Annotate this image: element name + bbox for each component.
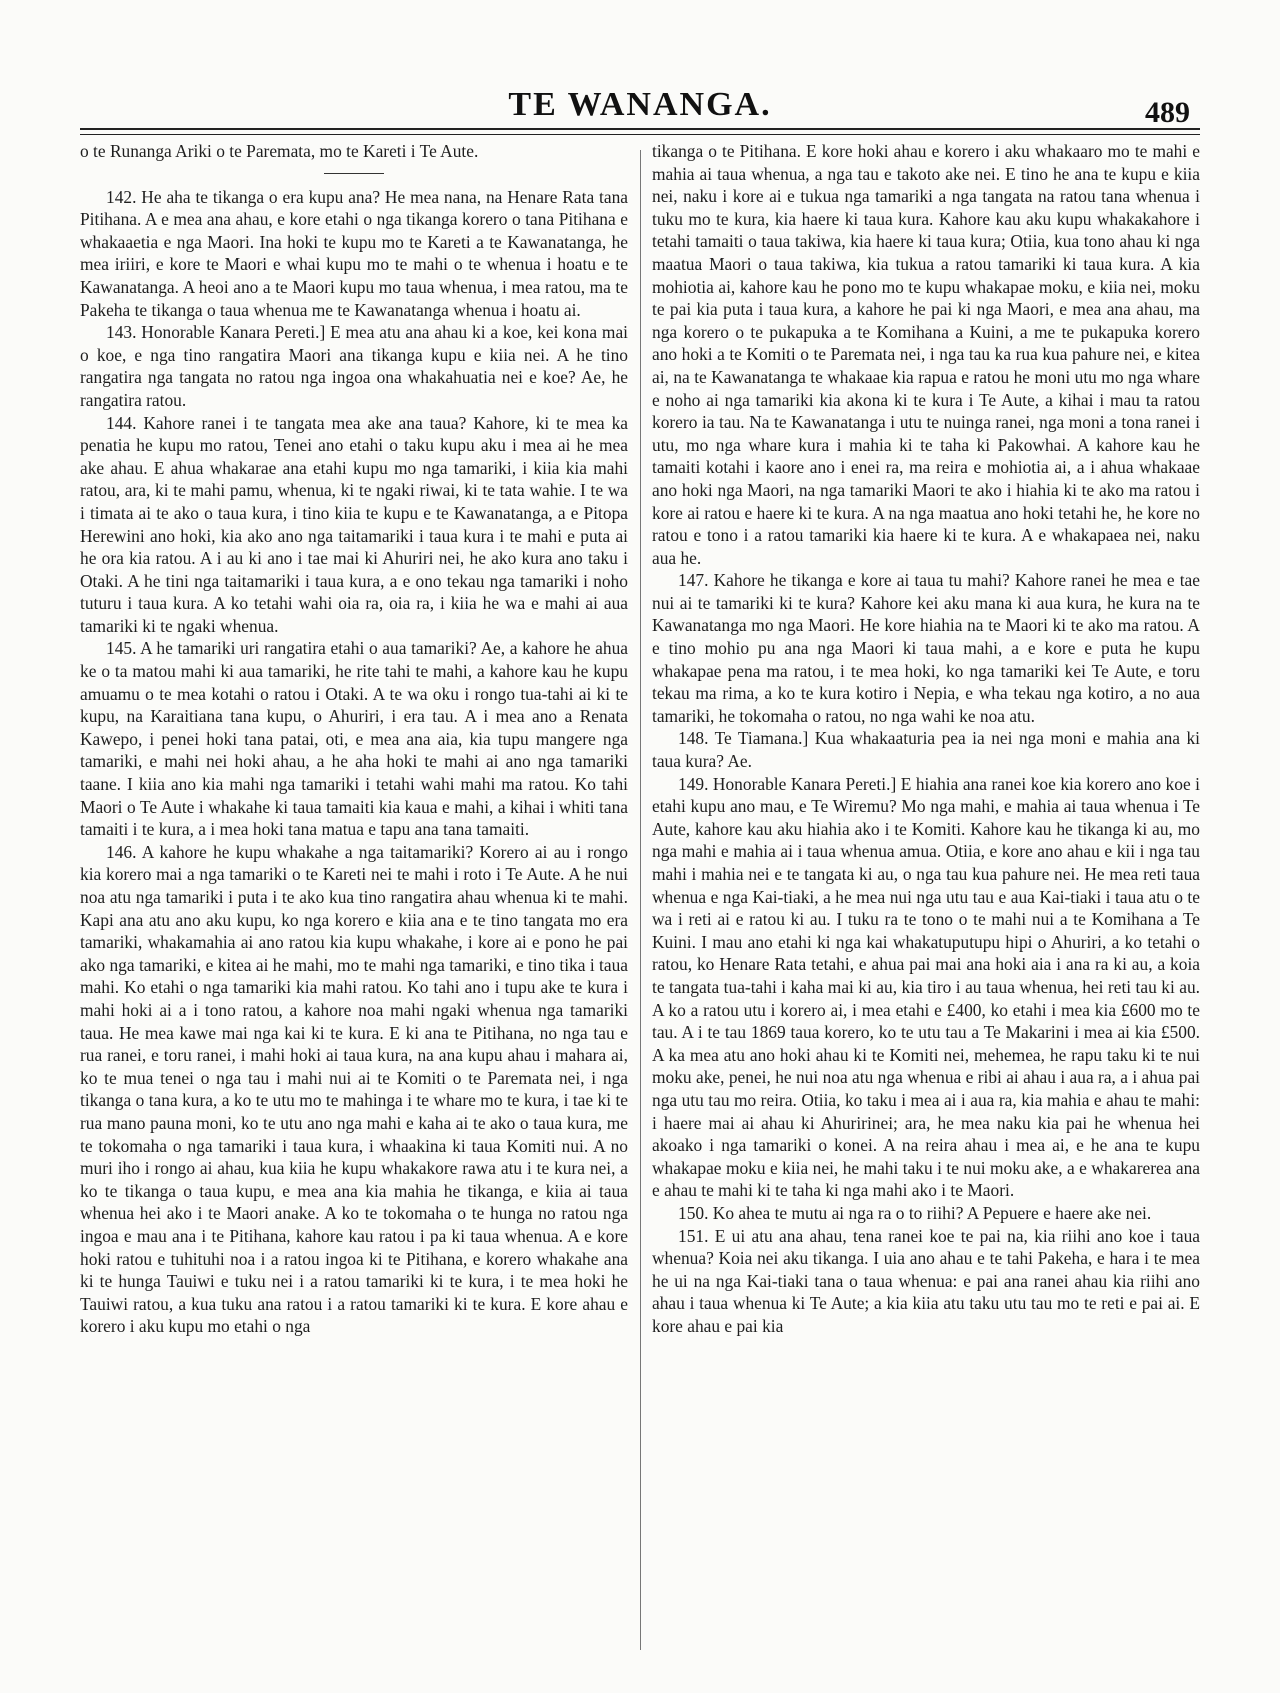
paragraph-150: 150. Ko ahea te mutu ai nga ra o to riihi? A Pepuere e haere ake nei.: [678, 1202, 1152, 1223]
column-divider: [640, 150, 641, 1650]
section-divider: [324, 173, 384, 174]
paragraph-142: 142. He aha te tikanga o era kupu ana? He mea nana, na Henare Rata tana Pitihana. A e mea ana ahau, e kore etahi o nga tikanga korero o tana Pitihana e whakaaetia e nga Maori. Ina hoki te kupu mo te Kareti a te Kawanatanga, he mea iriiri, e kore te Maori e whai kupu mo te mahi o te whenua i hoatu e te Kawanatanga. A heoi ano a te Maori kupu mo taua whenua, i mea ratou, ma te Pakeha te tikanga o taua whenua me te Kawanatanga whenua i hoatu ai.: [80, 186, 628, 320]
paragraph-149: 149. Honorable Kanara Pereti.] E hiahia ana ranei koe kia korero ano koe i etahi kupu ano mau, e Te Wiremu? Mo nga mahi, e mahia ai taua whenua i Te Aute, kahore kau aku hiahia ako i te Komiti. Kahore kau he tikanga ki au, mo nga mahi e mahia ai i taua whenua amua. Otiia, e kore ano ahau e kii i nga tau mahi i mahia nei e te tangata ki au, o nga tau kua pahure nei. He mea reti taua whenua e nga Kai-tiaki, a he mea nui nga utu tau e aua Kai-tiaki i taua atu o te wa i reti ai e ratou ki au. I tuku ra te tono o te mahi nui a te Komihana a Te Kuini. I mau ano etahi ki nga kai whakatuputupu hipi o Ahuriri, a ko tetahi o ratou, ko Henare Rata tetahi, e ahua pai mai ana hoki aia i ana ra ki au, a koia te tangata tua-tahi i kaha mai ki au, kia tiro i au taua whenua, hei reti tau ki au. A ko a ratou utu i korero ai, i mea etahi e £400, ko etahi i mea kia £600 mo te tau. A i te tau 1869 taua korero, ko te utu tau a Te Makarini i mea ai kia £500. A ka mea atu ano hoki ahau ki te Komiti nei, mehemea, he rapu taku ki te nui moku ake, penei, he nui noa atu nga whenua e ribi ai ahau i aua ra, a i ahua pai nga utu tau mo reira. Otiia, ko taku i mea ai i aua ra, kia mahia e ahau te mahi: i haere mai ai ahau ki Ahuririnei; ara, he mea naku kia pai he whenua hei akoako i nga tamariki o konei. A na reira ahau i mea ai, e he ana te kupu whakapae moku e kiia nei, he mahi taku i te nui moku ake, a e whakarerea ana e ahau te mahi ki te taha ki nga mahi ako i te Maori.: [652, 773, 1200, 1201]
paragraph-148: 148. Te Tiamana.] Kua whakaaturia pea ia nei nga moni e mahia ana ki taua kura? Ae.: [652, 728, 1200, 772]
paragraph-144: 144. Kahore ranei i te tangata mea ake ana taua? Kahore, ki te mea ka penatia he kupu mo ratou, Tenei ano etahi o taku kupu aku i mea ai he mea ake ahau. E ahua whakarae ana etahi kupu mo nga tamariki, i kiia kia mahi ratou, ara, ki te mahi pamu, whenua, ki te ngaki riwai, ki te tata wahie. I te wa i timata ai te ako o taua kura, i tino kiia te kupu e te Kawanatanga, a e Pitopa Herewini ano hoki, kia ako ano nga taitamariki i taua kura i te mahi e puta ai he ora kia ratou. A i au ki ano i tae mai ki Ahuriri nei, he ako kura ano taku i Otaki. A he tini nga taitamariki i taua kura, a e ono tekau nga tamariki i noho tuturu i taua kura. A ko tetahi wahi oia ra, oia ra, i kiia he wa e mahi ai aua tamariki ki te ngaki whenua.: [80, 412, 628, 636]
paragraph-151: 151. E ui atu ana ahau, tena ranei koe te pai na, kia riihi ano koe i taua whenua? Koia nei aku tikanga. I uia ano ahau e te tahi Pakeha, e hara i te mea he ui na nga Kai-tiaki tana o taua whenua: e pai ana ranei ahau kia riihi ano ahau i taua whenua ki Te Aute; a kia kiia atu taku utu tau mo te reti e pai ai. E kore ahau e pai kia: [652, 1225, 1200, 1336]
newspaper-title: TE WANANGA.: [508, 86, 772, 123]
paragraph-147: 147. Kahore he tikanga e kore ai taua tu mahi? Kahore ranei he mea e tae nui ai te tamariki ki te kura? Kahore kei aku mana ki aua kura, he kura na te Kawanatanga mo nga Maori. He kore hiahia na te Maori ki te ako ma ratou. A e tino mohio pu ana nga Maori ki taua mahi, a e kore e puta he kupu whakapae pena ma ratou, i te mea hoki, ko nga tamariki kei Te Aute, e toru tekau ma rima, a ko te kura kotiro i Nepia, e wha tekau nga kotiro, a no aua tamariki, he tokomaha o ratou, no nga wahi ke noa atu.: [652, 570, 1200, 726]
continuation-text: o te Runanga Ariki o te Paremata, mo te Kareti i Te Aute.: [80, 141, 479, 161]
paragraph-143: 143. Honorable Kanara Pereti.] E mea atu ana ahau ki a koe, kei kona mai o koe, e nga tino rangatira Maori ana tikanga kupu e kiia nei. A he tino rangatira nga tangata no ratou nga ingoa ona whakahuatia nei e koe? Ae, he rangatira ratou.: [80, 322, 628, 410]
paragraph-146-continued: tikanga o te Pitihana. E kore hoki ahau e korero i aku whakaaro mo te mahi e mahia ai taua whenua, a nga tau e takoto ake nei. E tino he ana te kupu e kiia nei, naku i kore ai e tukua nga tamariki a nga tangata na ratou tana whenua i tuku mo te kura, kia haere ki taua kura. Kahore kau aku kupu whakakahore i tetahi tamaiti o taua takiwa, kia haere ki taua kura; Otiia, kua tono ahau ki nga maatua Maori o taua takiwa, kia tukua a ratou tamariki ki taua kura. A kia mohiotia ai, kahore kau he pono mo te kupu whakapae moku, e kiia nei, moku te pai kia puta i taua kura, a kahore he pai ki nga Maori, e mea ana ahau, ma nga korero o te pukapuka a te Komihana a Kuini, a me te pukapuka korero ano hoki a te Komiti o te Paremata nei, i nga tau ka rua kua pahure nei, e kitea ai, na te Kawanatanga te whakaae kia rapua e ratou he moni utu mo nga whare e noho ai nga tamariki kia akona ki te kura i Te Aute, a kihai i mau ta ratou korero ia tau. Na te Kawanatanga i utu te nuinga ranei, nga moni a tona ranei i utu, mo nga whare kura i mahia ki te taha ki Pakowhai. A kahore kau he tamaiti kotahi i kaore ano i enei ra, ma reira e mohiotia ai, a i ahua whakaae ano hoki nga Maori, na nga tamariki Maori te ako i hiahia ki te ako ma ratou i kore ai ratou e haere ki te kura. A na nga maatua ano hoki tetahi he, he kore no ratou e tono i a ratou tamariki kia haere ki te kura. A e whakapaea nei, naku aua he.: [652, 141, 1200, 568]
page-number: 489: [1145, 96, 1190, 129]
header-rule-thick: [80, 128, 1200, 130]
paragraph-145: 145. A he tamariki uri rangatira etahi o aua tamariki? Ae, a kahore he ahua ke o ta matou mahi ki aua tamariki, he rite tahi te mahi, a kahore kau he kupu amuamu o te mea kotahi o ratou i Otaki. A te wa oku i rongo tua-tahi ai ki te kupu, na Karaitiana tana kupu, o Ahuriri, i era tau. A i mea ano a Renata Kawepo, i penei hoki tana patai, oti, e mea ana aia, kia tupu mangere nga tamariki, e mahi nei hoki ahau, a he aha hoki te mahi ai ano nga tamariki taane. I kiia ano kia mahi nga tamariki i tetahi wahi mahi ma ratou. Ko tahi Maori o Te Aute i whakahe ki taua tamaiti kia kaua e mahi, a kihai i whiti tana tamaiti i te kura, a i mea hoki tana matua e tapu ana tana tamaiti.: [80, 638, 628, 840]
header-rule-thin: [80, 134, 1200, 135]
left-column: [80, 140, 628, 1660]
paragraph-146: 146. A kahore he kupu whakahe a nga taitamariki? Korero ai au i rongo kia korero mai a nga tamariki o te Kareti nei te mahi i roto i Te Aute. A he nui noa atu nga tamariki i puta i te ako kua tino rangatira ahau whenua ki te mahi. Kapi ana atu ano aku kupu, ko nga korero e kiia ana e te tino tangata mo era tamariki, whakamahia ai ano ratou kia kupu whakahe, i kore ai e pono he pai ako nga tamariki, e kitea ai he mahi, mo te mahi nga tamariki, e tino tika i taua mahi. Ko etahi o nga tamariki kia mahi ratou. Ko tahi ano i tupu ake te kura i mahi hoki ai a i tono ratou, a kahore noa mahi ngaki whenua nga tamariki taua. He mea kawe mai nga kai ki te kura. E ki ana te Pitihana, no nga tau e rua ranei, e toru ranei, i mahi hoki ai taua kura, na ana kupu ahau i mahara ai, ko te mua tenei o nga tau i mahi nui ai te Komiti o te Paremata nei, i nga tikanga o tana kura, a ko te utu mo te mahinga i te whare mo te kura, i tae ki te rua mano pauna moni, ko te utu ano nga mahi e kaha ai te ako o taua kura, me te tokomaha o nga tamariki i taua kura, i whaakina ki taua Komiti nui. A no muri iho i rongo ai ahau, kua kiia he kupu whakakore rawa atu i te kura nei, a ko te tikanga o taua kupu, e mea ana kia mahia he tikanga, e kiia ai taua whenua hei ako i te Maori anake. A ko te tokomaha o te hunga no ratou nga ingoa e mau ana i te Pitihana, kahore kau ratou i pa ki taua whenua. A e kore hoki ratou e tuhituhi noa i a ratou ingoa ki te Pitihana, e korero whakahe ana ki te hunga Tauiwi e tuku nei i a ratou tamariki ki te kura, i te mea hoki he Tauiwi ratou, a kua tuku ana ratou i a ratou tamariki ki te kura. E kore ahau e korero i aku kupu mo etahi o nga: [80, 841, 628, 1337]
masthead: [80, 86, 1200, 129]
right-column: [652, 140, 1200, 1660]
